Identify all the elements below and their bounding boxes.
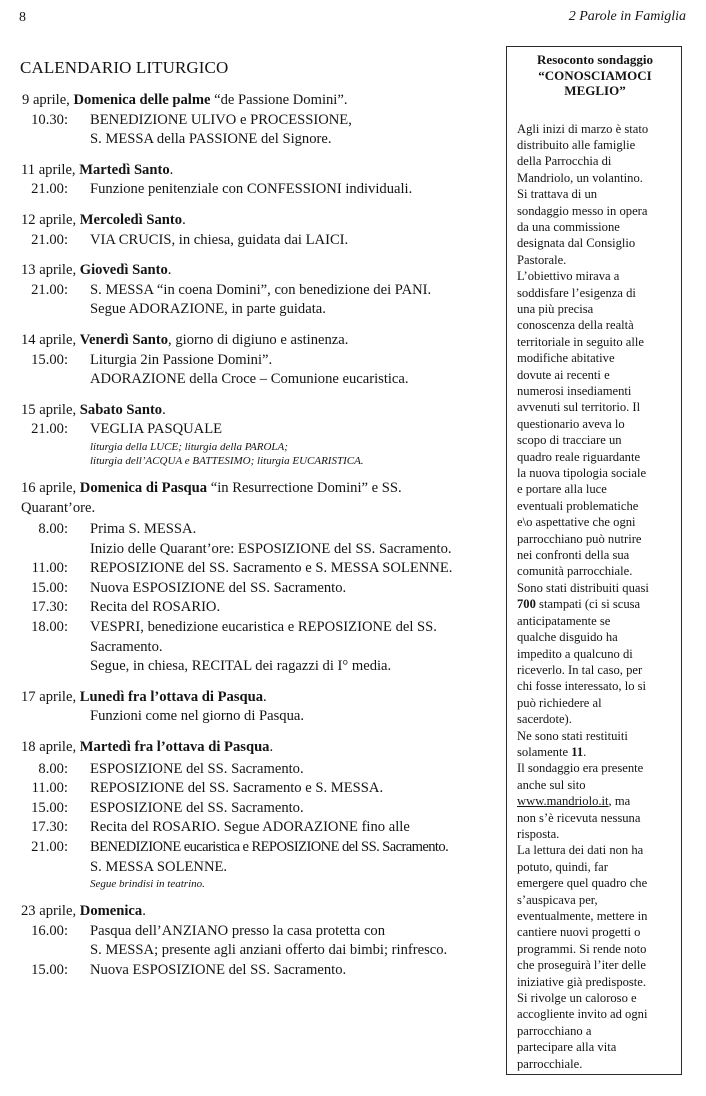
entry-description	[68, 707, 500, 727]
day-name: Martedì fra l’ottava di Pasqua	[79, 739, 270, 756]
schedule-entry	[0, 598, 500, 618]
description-line: REPOSIZIONE del SS. Sacramento e S. MESSA.	[90, 780, 384, 797]
survey-text-line: emergere quel quadro che	[517, 876, 648, 891]
page-number: 8	[19, 10, 26, 25]
entry-time: 15.00:	[31, 799, 68, 816]
survey-text-line: accogliente invito ad ogni	[517, 1007, 648, 1022]
entry-time: 15.00:	[31, 961, 68, 978]
survey-text-line: può richiedere al	[517, 695, 602, 710]
day-name: Domenica	[79, 903, 143, 920]
day-name: Giovedì Santo	[79, 262, 168, 279]
day-suffix: “in Resurrectione Domini” e SS.	[207, 479, 402, 496]
calendar-day	[0, 331, 500, 390]
day-heading	[0, 688, 500, 708]
survey-text-line: territoriale in seguito alle	[517, 334, 644, 349]
description-line: Prima S. MESSA.	[90, 521, 197, 538]
entry-description	[68, 579, 500, 599]
description-line: Sacramento.	[90, 638, 163, 655]
survey-text-line: scopo di tracciare un	[517, 433, 622, 448]
survey-text-line: eventualmente, mettere in	[517, 909, 648, 923]
survey-text-line: numerosi insediamenti	[517, 384, 632, 398]
survey-text-line: parrocchiale.	[517, 1056, 583, 1071]
entry-description	[68, 961, 500, 981]
schedule-entry	[0, 559, 500, 579]
day-name: Martedì Santo	[79, 161, 170, 178]
day-date: 16 aprile,	[21, 479, 77, 496]
survey-title-line: Resoconto sondaggio	[537, 52, 653, 67]
survey-report-box	[506, 46, 682, 1075]
description-line: S. MESSA della PASSIONE del Signore.	[90, 131, 332, 148]
entry-description	[68, 799, 500, 819]
schedule-entry	[0, 760, 500, 780]
survey-text-line: qualche disguido ha	[517, 630, 618, 645]
survey-text-line: e\o aspettative che ogni	[517, 515, 636, 530]
distributed-count: 700	[517, 597, 536, 612]
day-date: 17 aprile,	[21, 688, 77, 705]
schedule-entry	[0, 180, 500, 200]
entry-time: 21.00:	[31, 281, 68, 298]
entry-description	[68, 559, 500, 579]
description-line: Segue, in chiesa, RECITAL dei ragazzi di I° media.	[90, 658, 392, 675]
schedule-entry	[0, 420, 500, 468]
survey-text-line: questionario aveva lo	[517, 416, 625, 431]
calendar-day	[0, 91, 500, 150]
description-line: S. MESSA; presente agli anziani offerto dai bimbi; rinfresco.	[90, 942, 448, 959]
page-title: CALENDARIO LITURGICO	[20, 58, 229, 77]
survey-text-line: Il sondaggio era presente	[517, 761, 644, 776]
entry-time: 17.30:	[31, 819, 68, 836]
survey-text-line: iniziative già predisposte.	[517, 974, 647, 989]
description-line: S. MESSA SOLENNE.	[90, 858, 228, 875]
day-name: Domenica delle palme	[73, 92, 211, 108]
day-date: 11 aprile,	[21, 161, 76, 178]
schedule-entry	[0, 231, 500, 251]
day-heading	[0, 479, 500, 499]
entry-description	[68, 111, 500, 150]
entry-time: 16.00:	[31, 922, 68, 939]
survey-text-line: della Parrocchia di	[517, 154, 612, 169]
liturgical-calendar	[0, 91, 500, 992]
calendar-day	[0, 738, 500, 891]
calendar-day	[0, 902, 500, 980]
entry-description	[68, 598, 500, 618]
survey-text-line: L’obiettivo mirava a	[517, 269, 620, 284]
schedule-entry	[0, 779, 500, 799]
survey-text-line: s’auspicava per,	[517, 892, 598, 907]
entry-description	[68, 351, 500, 390]
schedule-entry	[0, 838, 500, 891]
survey-text-line: da una commissione	[517, 219, 620, 234]
survey-text-line: Sono stati distribuiti quasi	[517, 580, 649, 595]
entry-time: 21.00:	[31, 181, 68, 198]
description-line: BENEDIZIONE ULIVO e PROCESSIONE,	[90, 111, 352, 128]
day-heading	[0, 161, 500, 181]
survey-text-line: Mandriolo, un volantino.	[517, 170, 643, 185]
survey-text-line: Agli inizi di marzo è stato	[517, 121, 649, 136]
survey-text-line: sondaggio messo in opera	[517, 203, 648, 218]
description-line: BENEDIZIONE eucaristica e REPOSIZIONE del SS. Sacramento.	[90, 839, 449, 855]
day-suffix: .	[269, 739, 274, 756]
description-line: ESPOSIZIONE del SS. Sacramento.	[90, 760, 304, 777]
survey-text-line: anche sul sito	[517, 777, 586, 792]
survey-text-line: dovute ai recenti e	[517, 367, 610, 382]
survey-text-line	[517, 596, 673, 612]
entry-time: 10.30:	[31, 111, 68, 128]
survey-text-line: anticipatamente se	[517, 613, 611, 628]
description-line: Liturgia 2in Passione Domini”.	[90, 351, 273, 368]
day-heading	[0, 738, 500, 758]
survey-text-line: designata dal Consiglio	[517, 236, 636, 251]
day-suffix: .	[169, 161, 174, 178]
description-note: liturgia dell’ACQUA e BATTESIMO; liturgia EUCARISTICA.	[90, 454, 364, 467]
entry-time: 18.00:	[31, 619, 68, 636]
day-suffix: .	[167, 262, 172, 279]
calendar-day	[0, 401, 500, 468]
survey-title-line: MEGLIO”	[564, 83, 626, 98]
returned-count: 11	[571, 744, 584, 759]
entry-time: 15.00:	[31, 579, 68, 596]
entry-description	[68, 818, 500, 838]
entry-description	[68, 520, 500, 559]
day-suffix: .	[263, 688, 267, 705]
day-heading	[0, 91, 500, 111]
day-heading	[0, 401, 500, 421]
entry-description	[68, 760, 500, 780]
schedule-entry	[0, 818, 500, 838]
day-heading	[0, 902, 500, 922]
survey-text-line: Si rivolge un caloroso e	[517, 991, 637, 1006]
entry-time: 21.00:	[31, 231, 68, 248]
day-name: Lunedì fra l’ottava di Pasqua	[79, 688, 264, 705]
survey-text-line: la nuova tipologia sociale	[517, 466, 647, 481]
calendar-day	[0, 479, 500, 677]
calendar-day	[0, 688, 500, 727]
survey-text-line: parrocchiano può nutrire	[517, 531, 642, 546]
entry-time: 17.30:	[31, 599, 68, 616]
schedule-entry	[0, 111, 500, 150]
survey-text-line: Ne sono stati restituiti	[517, 728, 628, 743]
description-line: ESPOSIZIONE del SS. Sacramento.	[90, 799, 304, 816]
entry-description	[68, 281, 500, 320]
survey-text-fragment: stampati (ci si scusa	[535, 597, 641, 612]
schedule-entry	[0, 799, 500, 819]
survey-text-line: cantiere nuovi progetti o	[517, 925, 641, 940]
survey-text-line: La lettura dei dati non ha	[517, 843, 644, 858]
survey-text-line: sacerdote).	[517, 712, 572, 727]
day-suffix: .	[142, 903, 146, 920]
entry-description	[68, 180, 500, 200]
survey-body	[517, 121, 673, 1073]
survey-title	[517, 52, 673, 99]
description-line: VESPRI, benedizione eucaristica e REPOSIZIONE del SS.	[90, 619, 437, 636]
description-line: Nuova ESPOSIZIONE del SS. Sacramento.	[90, 961, 347, 978]
schedule-entry	[0, 961, 500, 981]
survey-text-line: modifiche abitative	[517, 351, 615, 366]
entry-time: 21.00:	[31, 421, 68, 438]
day-date: 23 aprile,	[21, 903, 77, 920]
running-header: 2 Parole in Famiglia	[568, 9, 686, 24]
day-heading	[0, 211, 500, 231]
entry-time: 11.00:	[31, 560, 68, 577]
day-date: 18 aprile,	[21, 739, 77, 756]
description-line: S. MESSA “in coena Domini”, con benedizione dei PANI.	[90, 281, 432, 298]
entry-time: 8.00:	[38, 521, 68, 538]
entry-description	[68, 420, 500, 468]
survey-text-line: parrocchiano a	[517, 1023, 592, 1038]
survey-text-fragment: , ma	[608, 794, 631, 809]
survey-text-line: e portare alla luce	[517, 482, 607, 497]
description-line: Segue ADORAZIONE, in parte guidata.	[90, 301, 326, 318]
entry-description	[68, 922, 500, 961]
calendar-day	[0, 161, 500, 200]
survey-text-line: non s’è ricevuta nessuna	[517, 810, 641, 825]
description-line: Funzione penitenziale con CONFESSIONI individuali.	[90, 181, 413, 198]
entry-description	[68, 779, 500, 799]
entry-time: 15.00:	[31, 351, 68, 368]
description-note: liturgia della LUCE; liturgia della PAROLA;	[90, 440, 288, 453]
day-date: 14 aprile,	[21, 331, 77, 348]
schedule-entry	[0, 618, 500, 677]
survey-text-fragment: solamente	[517, 744, 572, 759]
entry-time: 21.00:	[31, 839, 68, 855]
survey-text-line	[517, 793, 673, 809]
survey-text-line: distribuito alle famiglie	[517, 137, 636, 152]
survey-text-line: partecipare alla vita	[517, 1040, 617, 1055]
survey-text-line: chi fosse interessato, lo si	[517, 679, 647, 694]
entry-time: 11.00:	[31, 780, 68, 797]
schedule-entry	[0, 351, 500, 390]
survey-text-line: comunità parrocchiale.	[517, 564, 633, 579]
survey-text-line: Pastorale.	[517, 252, 567, 267]
day-name: Mercoledì Santo	[79, 211, 183, 228]
entry-description	[68, 838, 500, 891]
description-line: Inizio delle Quarant’ore: ESPOSIZIONE del SS. Sacramento.	[90, 540, 452, 557]
day-date: 12 aprile,	[21, 211, 77, 228]
schedule-entry	[0, 281, 500, 320]
entry-time: 8.00:	[38, 760, 68, 777]
survey-text-line: conoscenza della realtà	[517, 318, 634, 333]
survey-text-line: una più precisa	[517, 301, 594, 316]
website-link[interactable]: www.mandriolo.it	[517, 794, 609, 809]
calendar-day	[0, 211, 500, 250]
survey-text-line	[517, 744, 673, 760]
schedule-entry	[0, 520, 500, 559]
entry-description	[68, 231, 500, 251]
day-heading	[0, 331, 500, 351]
day-date: 13 aprile,	[21, 262, 77, 279]
survey-text-line: quadro reale riguardante	[517, 449, 641, 464]
survey-text-fragment: .	[583, 744, 587, 759]
survey-text-line: risposta.	[517, 826, 560, 841]
description-note: Segue brindisi in teatrino.	[90, 878, 205, 891]
entry-description	[68, 618, 500, 677]
day-suffix: “de Passione Domini”.	[210, 92, 348, 108]
survey-text-line: Si trattava di un	[517, 187, 598, 202]
schedule-entry	[0, 579, 500, 599]
description-line: ADORAZIONE della Croce – Comunione eucaristica.	[90, 371, 409, 388]
day-suffix: .	[182, 211, 186, 228]
day-name: Sabato Santo	[79, 401, 163, 418]
survey-text-line: avvenuti sul territorio. Il	[517, 400, 641, 415]
description-line: Nuova ESPOSIZIONE del SS. Sacramento.	[90, 579, 347, 596]
survey-text-line: riceverlo. In tal caso, per	[517, 662, 643, 677]
survey-text-line: soddisfare l’esigenza di	[517, 285, 636, 300]
day-suffix: .	[162, 401, 166, 418]
survey-text-line: nei confronti della sua	[517, 548, 630, 563]
survey-text-line: eventuali problematiche	[517, 498, 639, 513]
schedule-entry	[0, 707, 500, 727]
day-heading-continuation: Quarant’ore.	[21, 499, 96, 516]
description-line: Pasqua dell’ANZIANO presso la casa protetta con	[90, 922, 386, 939]
survey-text-line: potuto, quindi, far	[517, 859, 608, 874]
description-line: VIA CRUCIS, in chiesa, guidata dai LAICI.	[90, 231, 349, 248]
description-line: Recita del ROSARIO.	[90, 599, 221, 616]
survey-text-line: programmi. Si rende noto	[517, 941, 647, 956]
survey-text-line: impedito a qualcuno di	[517, 646, 633, 661]
calendar-day	[0, 261, 500, 320]
schedule-entry	[0, 922, 500, 961]
description-line: Recita del ROSARIO. Segue ADORAZIONE fino alle	[90, 819, 410, 836]
description-line: VEGLIA PASQUALE	[90, 421, 223, 438]
survey-title-line: “CONOSCIAMOCI	[538, 67, 652, 83]
description-line: Funzioni come nel giorno di Pasqua.	[90, 708, 305, 725]
day-heading	[0, 261, 500, 281]
day-date: 9 aprile,	[22, 92, 70, 108]
day-date: 15 aprile,	[21, 401, 77, 418]
description-line: REPOSIZIONE del SS. Sacramento e S. MESSA SOLENNE.	[90, 560, 453, 577]
day-name: Domenica di Pasqua	[79, 479, 208, 496]
entry-time	[0, 707, 68, 727]
day-suffix: , giorno di digiuno e astinenza.	[168, 331, 349, 348]
day-name: Venerdì Santo	[79, 331, 169, 348]
survey-text-line: che proseguirà l’iter delle	[517, 958, 647, 973]
